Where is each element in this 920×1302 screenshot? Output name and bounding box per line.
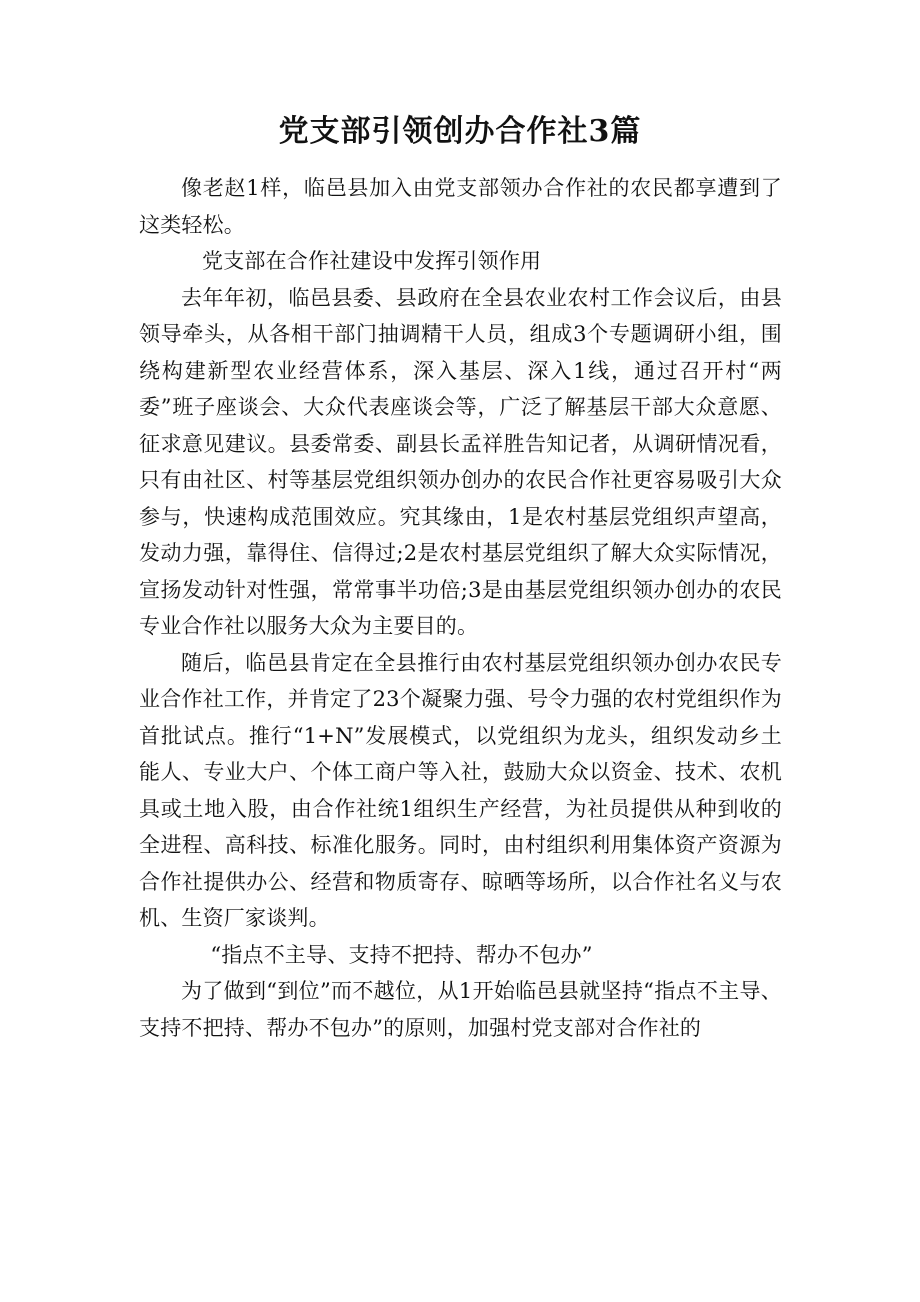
paragraph-intro: 像老赵1样，临邑县加入由党支部领办合作社的农民都享遭到了这类轻松。	[139, 176, 782, 237]
document-title: 党支部引领创办合作社3篇	[278, 114, 642, 149]
paragraph-pilot: 随后，临邑县肯定在全县推行由农村基层党组织领办创办农民专业合作社工作，并肯定了23个凝聚力强、号令力强的农村党组织作为首批试点。推行“1+N”发展模式，以党组织为龙头，组织发动乡土能人、专业大户、个体工商户等入社，鼓励大众以资金、技术、农机具或土地入股，由合作社统1组织生产经营，为社员提供从种到收的全进程、高科技、标准化服务。同时，由村组织利用集体资产资源为合作社提供办公、经营和物质寄存、晾晒等场所，以合作社名义与农机、生资厂家谈判。	[139, 650, 782, 930]
paragraph-principle: 为了做到“到位”而不越位，从1开始临邑县就坚持“指点不主导、支持不把持、帮办不包办”的原则，加强村党支部对合作社的	[139, 979, 782, 1040]
section-heading-leadership: 党支部在合作社建设中发挥引领作用	[202, 249, 542, 273]
paragraph-research: 去年年初，临邑县委、县政府在全县农业农村工作会议后，由县领导牵头，从各相干部门抽调精干人员，组成3个专题调研小组，围绕构建新型农业经营体系，深入基层、深入1线，通过召开村“两委”班子座谈会、大众代表座谈会等，广泛了解基层干部大众意愿、征求意见建议。县委常委、副县长孟祥胜告知记者，从调研情况看，只有由社区、村等基层党组织领办创办的农民合作社更容易吸引大众参与，快速构成范围效应。究其缘由，1是农村基层党组织声望高，发动力强，靠得住、信得过;2是农村基层党组织了解大众实际情况，宣扬发动针对性强，常常事半功倍;3是由基层党组织领办创办的农民专业合作社以服务大众为主要目的。	[139, 285, 782, 638]
section-heading-principle: “指点不主导、支持不把持、帮办不包办”	[210, 942, 593, 967]
document-body	[139, 170, 782, 1046]
